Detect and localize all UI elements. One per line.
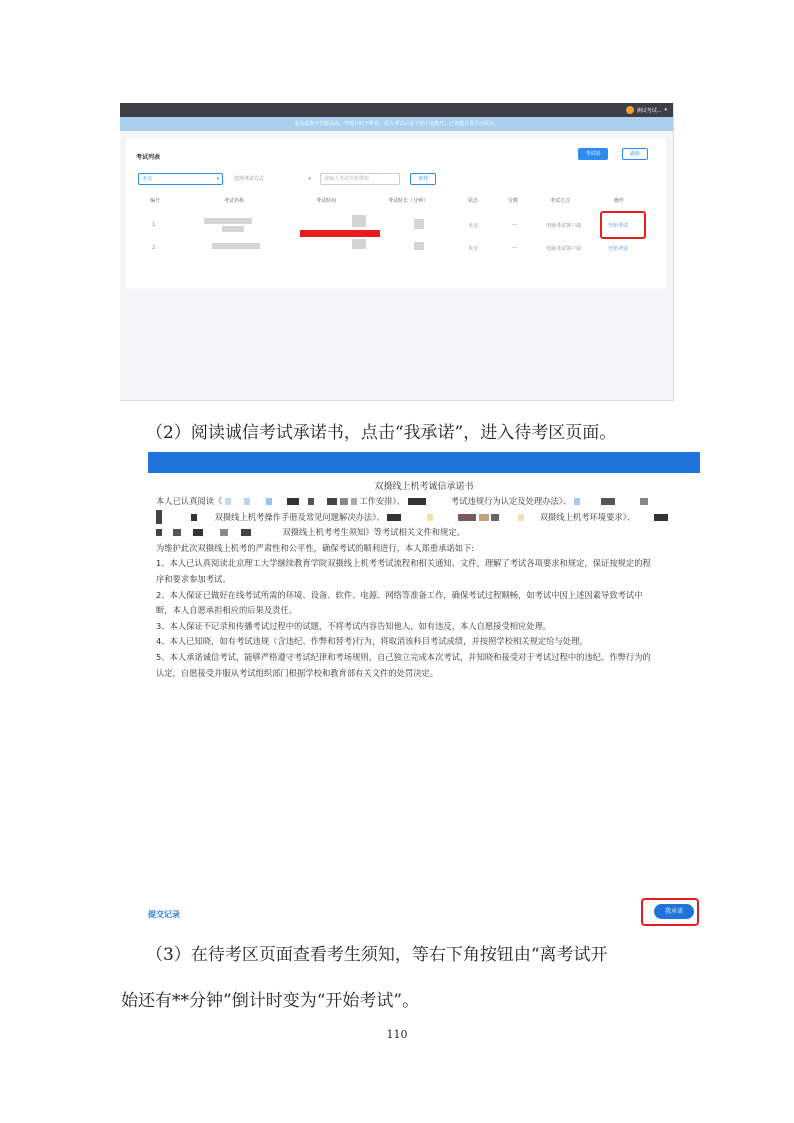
col-header: 考试时长（分钟） <box>388 198 429 204</box>
status: 未交 <box>468 246 479 252</box>
redacted-duration <box>414 242 424 250</box>
status-select[interactable] <box>138 173 223 185</box>
redacted-duration <box>414 219 424 229</box>
pledge-title: 双摄线上机考诚信承诺书 <box>374 482 474 492</box>
pledge-line <box>156 494 694 510</box>
method: 电脑考试客户端 <box>546 223 582 229</box>
redacted-name <box>204 218 252 224</box>
pledge-line: 断，本人自愿承担相应的后果及责任。 <box>156 605 298 616</box>
pledge-line: 序和要求参加考试。 <box>156 573 231 584</box>
exam-list-card <box>126 139 666 289</box>
redacted-name <box>222 226 244 232</box>
user-label: 测试考试... <box>636 107 662 114</box>
chevron-down-icon: ▾ <box>308 176 311 182</box>
search-input[interactable]: 请输入考试名称搜索 <box>320 173 400 185</box>
text: 考试违规行为认定及处理办法》、 <box>450 496 572 506</box>
status-select-value: 未交 <box>142 176 153 182</box>
score: — <box>512 245 517 251</box>
pledge-line: 认定，自愿接受并服从考试组织部门根据学校和教育部有关文件的处罚决定。 <box>156 667 439 678</box>
text: 双摄线上机考环境要求》、 <box>539 511 636 522</box>
user-menu[interactable] <box>626 106 667 114</box>
table-header <box>142 197 666 209</box>
pledge-line <box>156 510 694 526</box>
pledge-line: 5、本人承诺诚信考试，能够严格遵守考试纪律和考场规则，自己独立完成本次考试，并知晓和接受对于考试过程中的违纪、作弊行为的 <box>156 651 651 662</box>
red-highlight-bar <box>300 230 380 237</box>
caption-step2: （2）阅读诚信考试承诺书，点击“我承诺”，进入待考区页面。 <box>146 423 617 443</box>
chevron-down-icon: ▾ <box>216 176 219 182</box>
notice-banner: 退出或离开答题页面，答题计时不暂停。进入考试后请不要中途离开。已答题目将自动保存。 <box>120 117 673 131</box>
start-exam-link[interactable]: 开始考试 <box>608 246 629 252</box>
col-header: 考试时间 <box>316 198 337 204</box>
redacted-name <box>212 243 260 249</box>
text: 本人已认真阅读《 <box>156 496 223 506</box>
row-number: 2 <box>152 245 156 251</box>
pledge-line: 为维护此次双摄线上机考的严肃性和公平性，确保考试的顺利进行，本人郑重承诺如下: <box>156 542 475 553</box>
pledge-line: 2、本人保证已做好在线考试所需的环境、设备、软件、电源、网络等准备工作，确保考试过程顺畅，如考试中因上述因素导致考试中 <box>156 589 643 600</box>
start-exam-link[interactable]: 开始考试 <box>608 223 629 229</box>
exam-code-button[interactable]: 考试码 <box>578 148 608 160</box>
chevron-down-icon: ▾ <box>664 107 667 113</box>
method-select-value: 选择考试方式 <box>234 176 265 182</box>
method: 电脑考试客户端 <box>546 246 582 252</box>
redacted-time <box>352 215 366 227</box>
list-title: 考试列表 <box>136 154 161 161</box>
table-row <box>142 213 666 239</box>
promise-button[interactable]: 我承诺 <box>654 904 694 919</box>
refresh-button[interactable]: 刷新 <box>622 148 648 160</box>
score: — <box>512 222 517 228</box>
redacted-time <box>352 239 366 249</box>
col-header: 考试方式 <box>550 198 571 204</box>
pledge-body <box>156 494 694 681</box>
top-bar <box>120 103 673 117</box>
text: 双摄线上机考考生须知》等考试相关文件和规定。 <box>282 527 465 538</box>
method-select[interactable] <box>230 173 315 185</box>
status: 未交 <box>468 223 479 229</box>
page-number: 110 <box>386 1028 408 1041</box>
top-bar <box>148 452 700 473</box>
integrity-pledge-screenshot <box>148 452 700 922</box>
submit-records-link[interactable]: 提交记录 <box>148 910 180 919</box>
col-header: 分数 <box>508 198 519 204</box>
pledge-line: 4、本人已知晓，如有考试违规（含违纪、作弊和替考)行为，将取消该科目考试成绩，并按照学校相关规定给与处理。 <box>156 636 588 647</box>
exam-list-screenshot <box>120 103 674 401</box>
text: 工作安排》、 <box>359 496 405 506</box>
col-header: 编号 <box>150 198 161 204</box>
avatar <box>626 106 634 114</box>
col-header: 考试名称 <box>224 198 245 204</box>
search-button[interactable]: 查找 <box>410 173 436 185</box>
pledge-line <box>156 525 694 541</box>
col-header: 状态 <box>468 198 479 204</box>
caption-step3-line1: （3）在待考区页面查看考生须知，等右下角按钮由“离考试开 <box>146 945 608 965</box>
col-header: 操作 <box>614 198 625 204</box>
pledge-line: 3、本人保证不记录和传播考试过程中的试题，不将考试内容告知他人，如有违反，本人自愿接受相应处理。 <box>156 620 552 631</box>
row-number: 1 <box>152 222 156 228</box>
caption-step3-line2: 始还有**分钟”倒计时变为“开始考试”。 <box>121 991 420 1011</box>
pledge-line: 1、本人已认真阅读北京理工大学继续教育学院双摄线上机考考试流程和相关通知、文件，理解了考试各项要求和规定，保证按规定的程 <box>156 558 651 569</box>
table-row <box>142 239 666 259</box>
text: 双摄线上机考操作手册及常见问题解决办法》、 <box>214 511 385 522</box>
